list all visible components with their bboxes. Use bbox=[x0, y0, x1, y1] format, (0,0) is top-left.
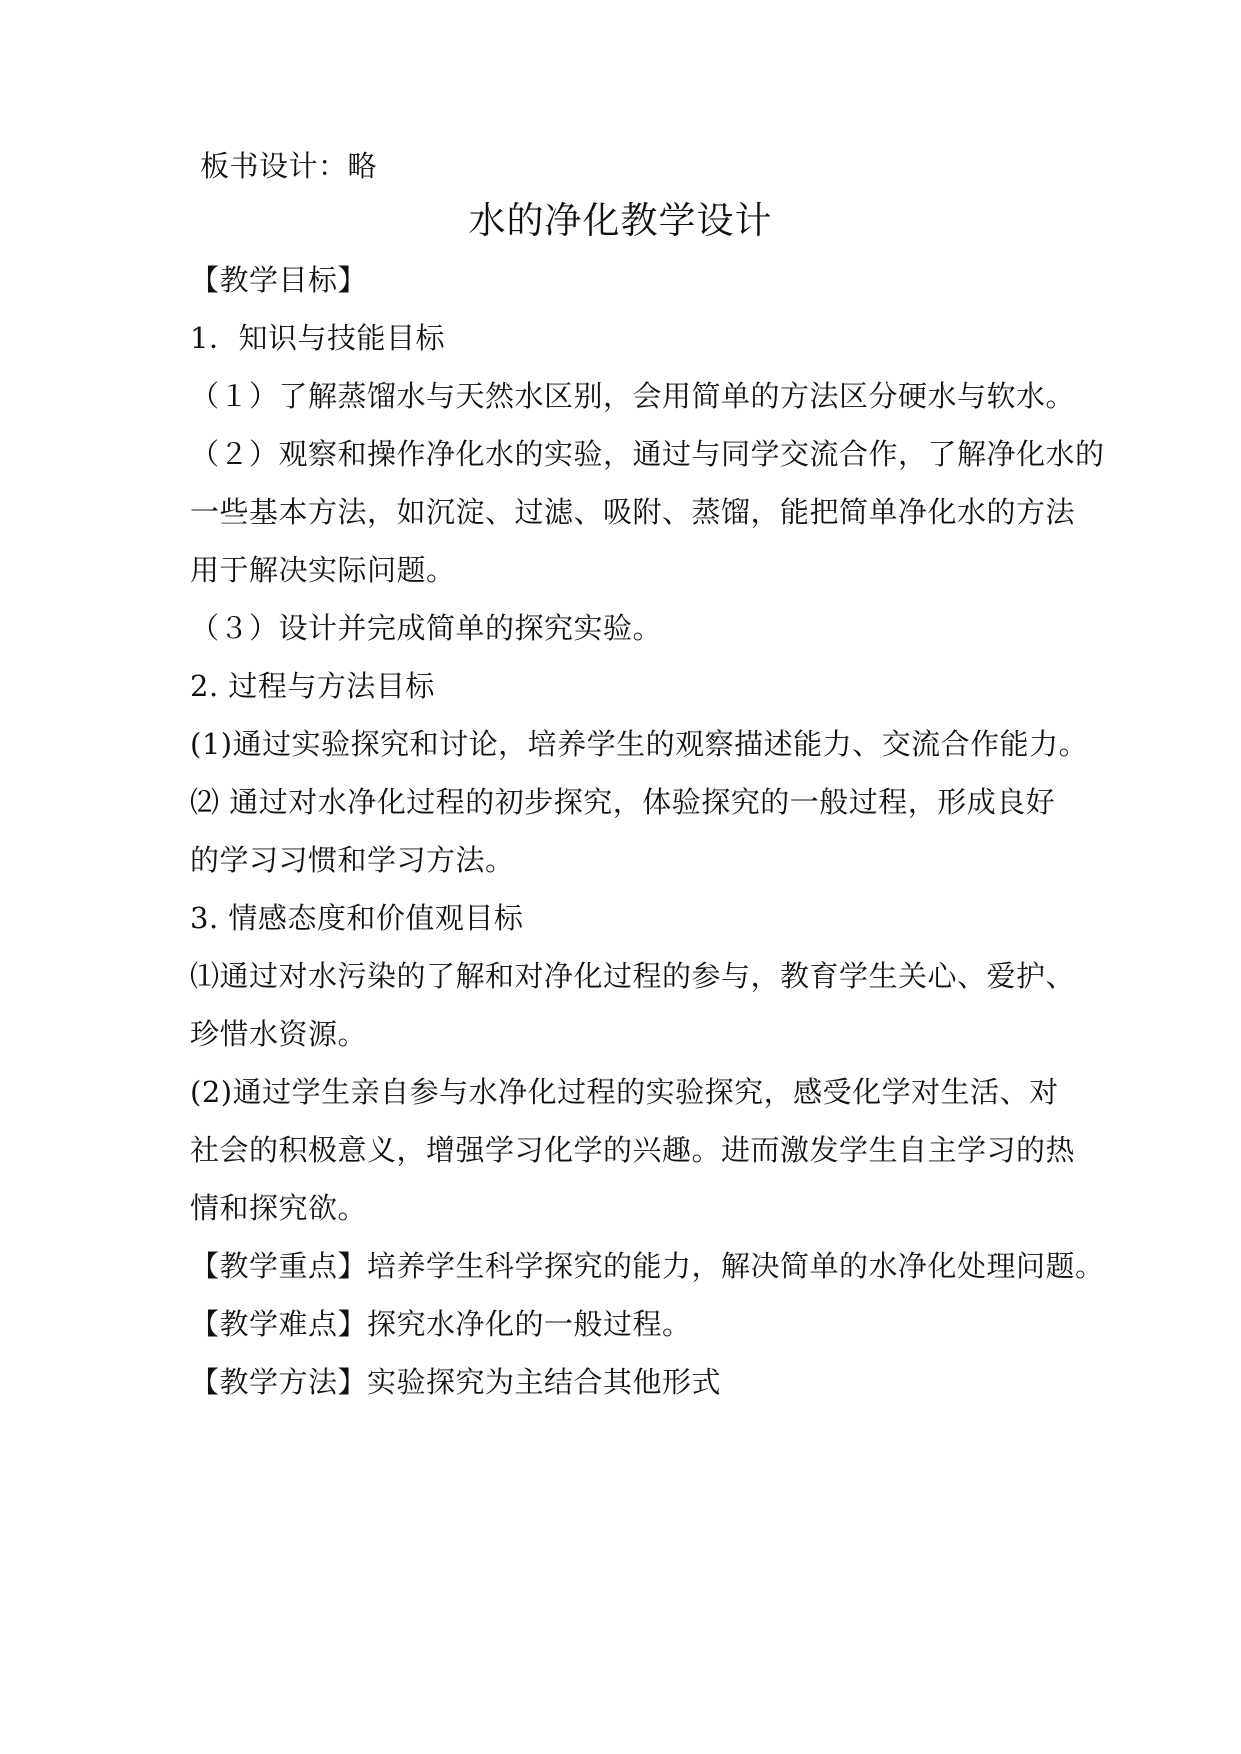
objective-line: 一些基本方法，如沉淀、过滤、吸附、蒸馏，能把简单净化水的方法 bbox=[190, 495, 1076, 529]
objective-line: 情和探究欲。 bbox=[190, 1191, 368, 1225]
objective-line: （３）设计并完成简单的探究实验。 bbox=[190, 611, 663, 645]
objective-line: （１）了解蒸馏水与天然水区别，会用简单的方法区分硬水与软水。 bbox=[190, 379, 1076, 413]
difficulty-line: 【教学难点】探究水净化的一般过程。 bbox=[190, 1307, 692, 1341]
emotion-value-heading: 3. 情感态度和价值观目标 bbox=[190, 901, 524, 935]
objective-line: 社会的积极意义，增强学习化学的兴趣。进而激发学生自主学习的热 bbox=[190, 1133, 1076, 1167]
process-method-heading: 2. 过程与方法目标 bbox=[190, 669, 435, 703]
section-heading-objectives: 【教学目标】 bbox=[190, 263, 368, 297]
objective-line: 的学习习惯和学习方法。 bbox=[190, 843, 515, 877]
objective-line: ⑴通过对水污染的了解和对净化过程的参与，教育学生关心、爱护、 bbox=[190, 959, 1076, 993]
board-design-note: 板书设计：略 bbox=[200, 149, 378, 183]
document-title: 水的净化教学设计 bbox=[468, 199, 773, 242]
objective-line: （２）观察和操作净化水的实验，通过与同学交流合作，了解净化水的 bbox=[190, 437, 1105, 471]
objective-line: (2)通过学生亲自参与水净化过程的实验探究，感受化学对生活、对 bbox=[190, 1075, 1059, 1109]
method-line: 【教学方法】实验探究为主结合其他形式 bbox=[190, 1365, 722, 1399]
objective-line: ⑵ 通过对水净化过程的初步探究，体验探究的一般过程，形成良好 bbox=[190, 785, 1056, 819]
knowledge-skill-heading: 1．知识与技能目标 bbox=[190, 321, 445, 355]
objective-line: 用于解决实际问题。 bbox=[190, 553, 456, 587]
objective-line: 珍惜水资源。 bbox=[190, 1017, 368, 1051]
objective-line: (1)通过实验探究和讨论，培养学生的观察描述能力、交流合作能力。 bbox=[190, 727, 1089, 761]
key-point-line: 【教学重点】培养学生科学探究的能力，解决简单的水净化处理问题。 bbox=[190, 1249, 1105, 1283]
